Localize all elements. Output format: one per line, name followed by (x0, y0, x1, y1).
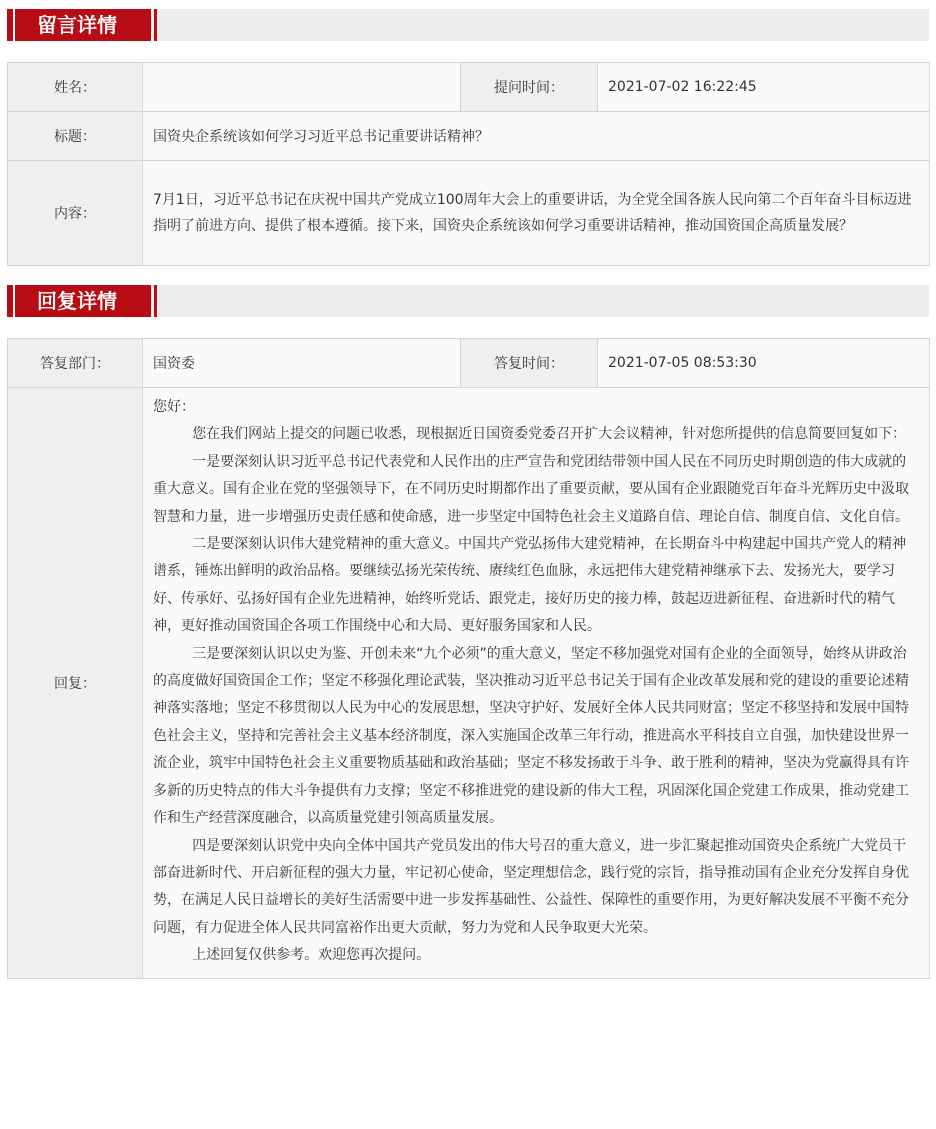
name-row (8, 63, 930, 112)
message-section-header (7, 9, 929, 41)
reply-paragraph: 四是要深刻认识党中央向全体中国共产党员发出的伟大号召的重大意义，进一步汇聚起推动国资央企系统广大党员干部奋进新时代、开启新征程的强大力量，牢记初心使命，坚定理想信念，践行党的宗旨，指导推动国有企业充分发挥自身优势，在满足人民日益增长的美好生活需要中进一步发挥基础性、公益性、保障性的重要作用，为更好解决发展不平衡不充分问题，有力促进全体人民共同富裕作出更大贡献，努力为党和人民争取更大光荣。 (153, 837, 909, 936)
ask-time-value: 2021-07-02 16:22:45 (598, 63, 930, 112)
reply-time-value: 2021-07-05 08:53:30 (598, 339, 930, 388)
message-detail-table (7, 62, 930, 266)
subject-row (8, 112, 930, 161)
content-value: 7月1日，习近平总书记在庆祝中国共产党成立100周年大会上的重要讲话，为全党全国各族人民向第二个百年奋斗目标迈进指明了前进方向、提供了根本遵循。接下来，国资央企系统该如何学习重要讲话精神，推动国资国企高质量发展？ (143, 161, 930, 266)
ask-time-label: 提问时间： (461, 63, 598, 112)
name-label: 姓名： (8, 63, 143, 112)
subject-value: 国资央企系统该如何学习习近平总书记重要讲话精神？ (143, 112, 930, 161)
dept-row (8, 339, 930, 388)
reply-paragraph: 您在我们网站上提交的问题已收悉，现根据近日国资委党委召开扩大会议精神，针对您所提供的信息简要回复如下： (192, 426, 907, 443)
content-label: 内容： (8, 161, 143, 266)
reply-paragraph: 上述回复仅供参考。欢迎您再次提问。 (192, 947, 431, 964)
dept-value: 国资委 (143, 339, 461, 388)
reply-paragraph: 三是要深刻认识以史为鉴、开创未来“九个必须”的重大意义，坚定不移加强党对国有企业的全面领导，始终从讲政治的高度做好国资国企工作；坚定不移强化理论武装，坚决推动习近平总书记关于国有企业改革发展和党的建设的重要论述精神落实落地；坚定不移贯彻以人民为中心的发展思想，坚决守护好、发展好全体人民共同财富；坚定不移坚持和发展中国特色社会主义，坚持和完善社会主义基本经济制度，深入实施国企改革三年行动，推进高水平科技自立自强，加快建设世界一流企业，筑牢中国特色社会主义重要物质基础和政治基础；坚定不移发扬敢于斗争、敢于胜利的精神，坚决为党赢得具有许多新的历史特点的伟大斗争提供有力支撑；坚定不移推进党的建设新的伟大工程，巩固深化国企党建工作成果，推动党建工作和生产经营深度融合，以高质量党建引领高质量发展。 (153, 645, 909, 827)
reply-section-header (7, 285, 929, 317)
reply-label: 回复： (8, 388, 143, 979)
reply-greeting: 您好： (153, 399, 195, 415)
message-section-title: 留言详情 (7, 9, 151, 41)
reply-paragraph: 二是要深刻认识伟大建党精神的重大意义。中国共产党弘扬伟大建党精神，在长期奋斗中构建起中国共产党人的精神谱系，锤炼出鲜明的政治品格。要继续弘扬光荣传统、赓续红色血脉，永远把伟大建党精神继承下去、发扬光大，要学习好、传承好、弘扬好国有企业先进精神，始终听党话、跟党走，接好历史的接力棒，鼓起迈进新征程、奋进新时代的精气神，更好推动国资国企各项工作围绕中心和大局、更好服务国家和人民。 (153, 536, 907, 635)
content-row (8, 161, 930, 266)
reply-detail-table (7, 338, 930, 979)
reply-time-label: 答复时间： (461, 339, 598, 388)
reply-row (8, 388, 930, 979)
name-value (143, 63, 461, 112)
dept-label: 答复部门： (8, 339, 143, 388)
reply-content (143, 388, 930, 979)
reply-section-title: 回复详情 (7, 285, 151, 317)
subject-label: 标题： (8, 112, 143, 161)
reply-paragraph: 一是要深刻认识习近平总书记代表党和人民作出的庄严宣告和党团结带领中国人民在不同历史时期创造的伟大成就的重大意义。国有企业在党的坚强领导下，在不同历史时期都作出了重要贡献，要从国有企业跟随党百年奋斗光辉历史中汲取智慧和力量，进一步增强历史责任感和使命感，进一步坚定中国特色社会主义道路自信、理论自信、制度自信、文化自信。 (153, 453, 909, 525)
